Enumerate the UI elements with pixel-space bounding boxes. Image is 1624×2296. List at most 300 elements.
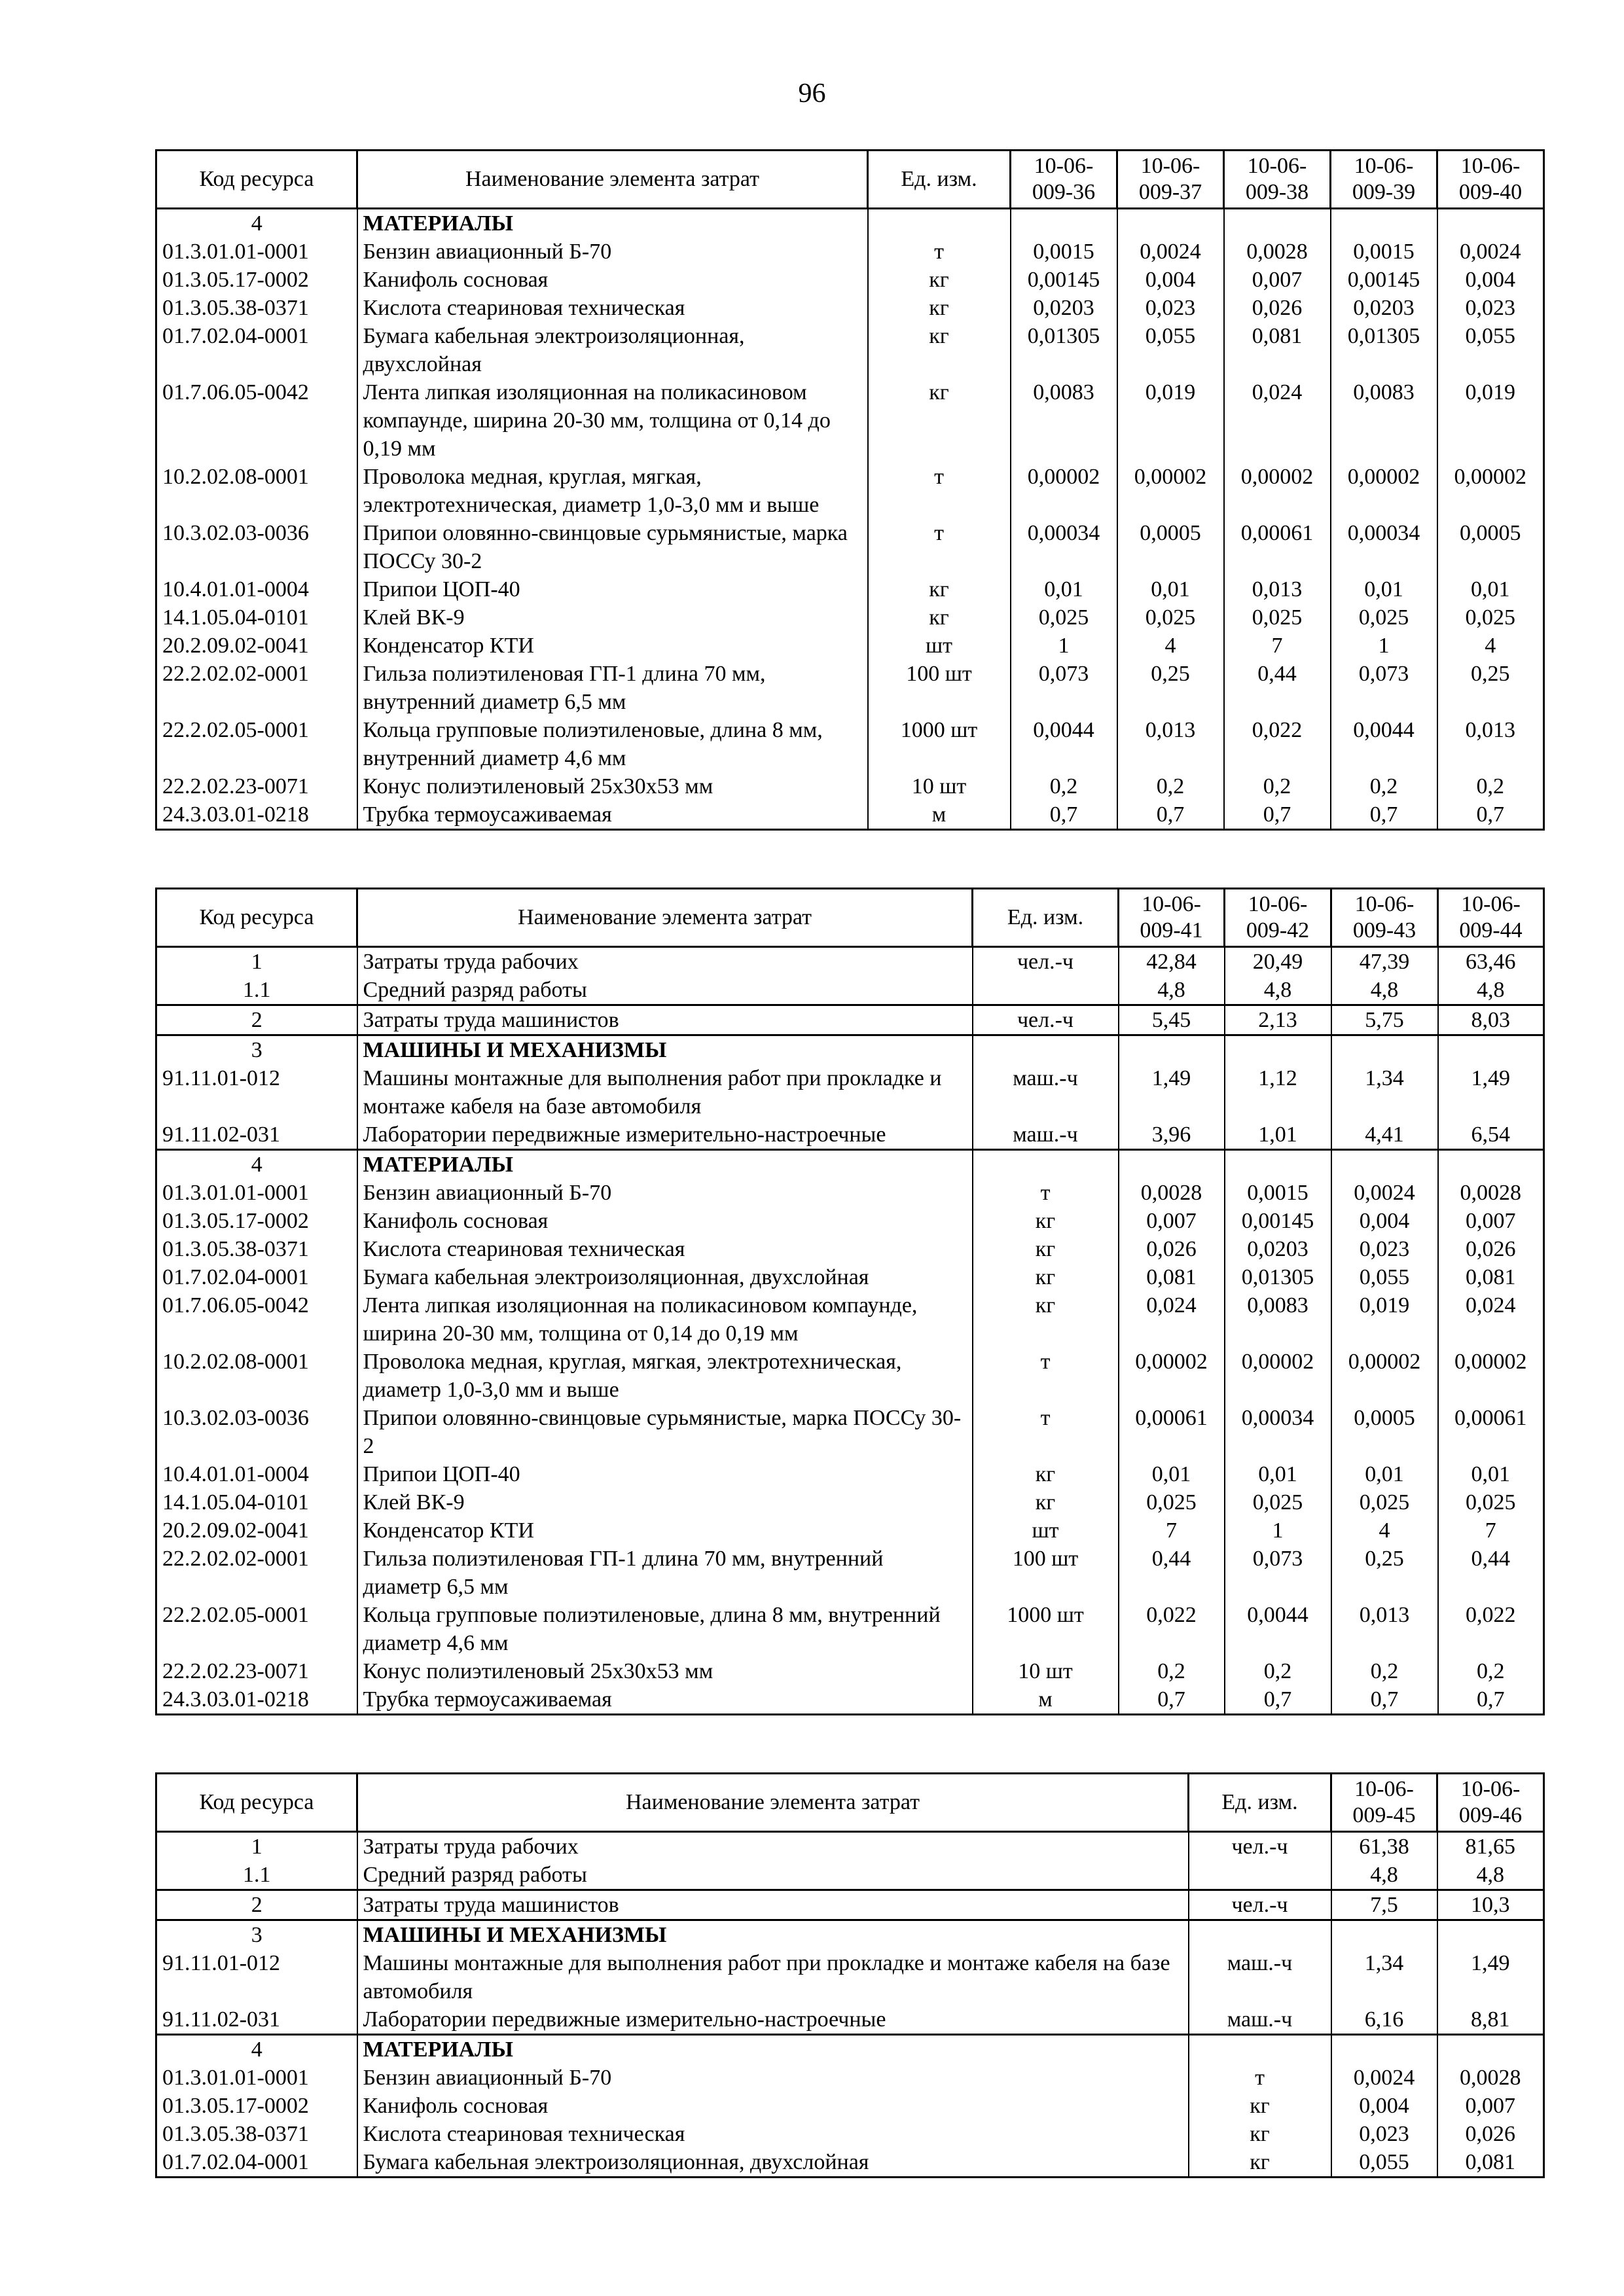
table-row: [156, 1460, 1544, 1488]
norm-value: 0,7: [1437, 800, 1544, 830]
norm-value: 0,019: [1437, 378, 1544, 463]
norm-value: [1225, 1150, 1331, 1179]
column-header: Ед. изм.: [868, 151, 1011, 209]
norm-value: [1011, 209, 1117, 238]
cost-element-name: Проволока медная, круглая, мягкая, электротехническая, диаметр 1,0-3,0 мм и выше: [357, 1348, 973, 1404]
unit-of-measure: кг: [1189, 2092, 1331, 2120]
norm-value: 0,0024: [1331, 1179, 1438, 1207]
column-header: 10-06- 009-46: [1437, 1774, 1544, 1832]
resource-code: 01.3.05.38-0371: [156, 1235, 357, 1263]
cost-element-name: Кислота стеариновая техническая: [357, 2120, 1189, 2148]
resource-code: 01.3.05.17-0002: [156, 266, 357, 294]
section-row: [156, 1035, 1544, 1065]
norm-value: 4: [1331, 1516, 1438, 1545]
cost-element-name: Бумага кабельная электроизоляционная, двухслойная: [357, 2148, 1189, 2178]
cost-element-name: Бумага кабельная электроизоляционная, двухслойная: [357, 322, 868, 378]
norm-value: 0,004: [1437, 266, 1544, 294]
norm-value: 4,8: [1437, 1861, 1544, 1890]
norm-value: 1: [1011, 632, 1117, 660]
cost-element-name: Машины монтажные для выполнения работ при прокладке и монтаже кабеля на базе автомобиля: [357, 1949, 1189, 2005]
resource-code: 01.7.02.04-0001: [156, 2148, 357, 2178]
unit-of-measure: кг: [973, 1460, 1119, 1488]
resource-code: 3: [156, 1920, 357, 1950]
norm-value: 0,2: [1224, 772, 1331, 800]
unit-of-measure: чел.-ч: [973, 947, 1119, 977]
norm-value: 0,026: [1119, 1235, 1225, 1263]
norm-value: 0,007: [1438, 1207, 1544, 1235]
cost-element-name: МАТЕРИАЛЫ: [357, 2035, 1189, 2064]
norm-value: 61,38: [1331, 1832, 1437, 1861]
norm-value: 20,49: [1225, 947, 1331, 977]
norm-value: 0,2: [1225, 1657, 1331, 1685]
norm-value: 4: [1117, 632, 1224, 660]
norm-value: 0,0028: [1437, 2064, 1544, 2092]
table-row: [156, 603, 1544, 632]
resource-code: 22.2.02.05-0001: [156, 716, 357, 772]
section-row: [156, 1890, 1544, 1920]
cost-element-name: Бензин авиационный Б-70: [357, 2064, 1189, 2092]
norm-value: 5,75: [1331, 1005, 1438, 1035]
norm-value: 1,34: [1331, 1949, 1437, 2005]
norm-value: 8,81: [1437, 2005, 1544, 2035]
norm-value: 0,2: [1011, 772, 1117, 800]
norm-value: 0,01: [1331, 1460, 1438, 1488]
table-row: [156, 378, 1544, 463]
cost-element-name: Припои ЦОП-40: [357, 575, 868, 603]
unit-of-measure: [1189, 1861, 1331, 1890]
resource-code: 4: [156, 1150, 357, 1179]
norm-value: 0,25: [1331, 1545, 1438, 1601]
norm-value: 0,00002: [1119, 1348, 1225, 1404]
norm-value: 0,025: [1224, 603, 1331, 632]
norm-value: 0,0024: [1117, 238, 1224, 266]
norm-value: 0,055: [1117, 322, 1224, 378]
norm-value: 0,055: [1331, 1263, 1438, 1291]
unit-of-measure: 10 шт: [973, 1657, 1119, 1685]
norm-value: 0,01: [1119, 1460, 1225, 1488]
resource-table-3: [155, 1772, 1545, 2178]
norm-value: 0,01305: [1331, 322, 1437, 378]
resource-code: 24.3.03.01-0218: [156, 1685, 357, 1715]
resource-code: 4: [156, 209, 357, 238]
norm-value: 81,65: [1437, 1832, 1544, 1861]
cost-element-name: Лаборатории передвижные измерительно-настроечные: [357, 1121, 973, 1150]
resource-code: 01.7.02.04-0001: [156, 1263, 357, 1291]
norm-value: 0,0203: [1011, 294, 1117, 322]
column-header: 10-06- 009-45: [1331, 1774, 1437, 1832]
unit-of-measure: т: [973, 1179, 1119, 1207]
column-header: Ед. изм.: [1189, 1774, 1331, 1832]
unit-of-measure: шт: [973, 1516, 1119, 1545]
cost-element-name: Клей ВК-9: [357, 603, 868, 632]
cost-element-name: Кольца групповые полиэтиленовые, длина 8 мм, внутренний диаметр 4,6 мм: [357, 1601, 973, 1657]
resource-code: 01.3.01.01-0001: [156, 238, 357, 266]
resource-code: 10.2.02.08-0001: [156, 463, 357, 519]
resource-code: 10.3.02.03-0036: [156, 1404, 357, 1460]
table-row: [156, 1263, 1544, 1291]
norm-value: 1,34: [1331, 1064, 1438, 1121]
norm-value: 1,01: [1225, 1121, 1331, 1150]
norm-value: 63,46: [1438, 947, 1544, 977]
unit-of-measure: кг: [973, 1291, 1119, 1348]
norm-value: 6,16: [1331, 2005, 1437, 2035]
resource-code: 10.4.01.01-0004: [156, 1460, 357, 1488]
cost-element-name: Кислота стеариновая техническая: [357, 294, 868, 322]
table-row: [156, 1235, 1544, 1263]
table-row: [156, 1064, 1544, 1121]
resource-code: 10.4.01.01-0004: [156, 575, 357, 603]
cost-element-name: Средний разряд работы: [357, 1861, 1189, 1890]
cost-element-name: Кислота стеариновая техническая: [357, 1235, 973, 1263]
norm-value: [1438, 1150, 1544, 1179]
table-row: [156, 716, 1544, 772]
norm-value: 4,8: [1438, 976, 1544, 1005]
section-row: [156, 1920, 1544, 1950]
column-header: 10-06- 009-41: [1119, 889, 1225, 947]
unit-of-measure: 10 шт: [868, 772, 1011, 800]
cost-element-name: Конус полиэтиленовый 25х30х53 мм: [357, 1657, 973, 1685]
norm-value: 0,022: [1119, 1601, 1225, 1657]
norm-value: 0,00061: [1224, 519, 1331, 575]
norm-value: 0,023: [1331, 1235, 1438, 1263]
unit-of-measure: т: [868, 238, 1011, 266]
cost-element-name: Канифоль сосновая: [357, 266, 868, 294]
resource-code: 20.2.09.02-0041: [156, 632, 357, 660]
norm-value: 1,12: [1225, 1064, 1331, 1121]
norm-value: [1331, 1035, 1438, 1065]
table-row: [156, 976, 1544, 1005]
norm-value: 0,7: [1331, 800, 1437, 830]
table-row: [156, 519, 1544, 575]
norm-value: 7,5: [1331, 1890, 1437, 1920]
table-row: [156, 1404, 1544, 1460]
cost-element-name: Лента липкая изоляционная на поликасиновом компаунде, ширина 20-30 мм, толщина от 0,14 до 0,19 мм: [357, 378, 868, 463]
norm-value: 0,073: [1331, 660, 1437, 716]
norm-value: 0,0015: [1011, 238, 1117, 266]
norm-value: 0,0028: [1224, 238, 1331, 266]
norm-value: 0,7: [1119, 1685, 1225, 1715]
column-header: Наименование элемента затрат: [357, 1774, 1189, 1832]
column-header: Наименование элемента затрат: [357, 889, 973, 947]
norm-value: 0,01: [1438, 1460, 1544, 1488]
norm-value: 0,7: [1438, 1685, 1544, 1715]
unit-of-measure: кг: [1189, 2120, 1331, 2148]
unit-of-measure: кг: [868, 322, 1011, 378]
unit-of-measure: кг: [973, 1207, 1119, 1235]
norm-value: 0,004: [1331, 2092, 1437, 2120]
norm-value: 0,00034: [1225, 1404, 1331, 1460]
norm-value: 6,54: [1438, 1121, 1544, 1150]
unit-of-measure: кг: [868, 575, 1011, 603]
norm-value: 0,023: [1331, 2120, 1437, 2148]
norm-value: 0,0203: [1225, 1235, 1331, 1263]
cost-element-name: Канифоль сосновая: [357, 1207, 973, 1235]
unit-of-measure: [973, 1035, 1119, 1065]
resource-code: 22.2.02.02-0001: [156, 1545, 357, 1601]
cost-element-name: Конденсатор КТИ: [357, 1516, 973, 1545]
table-row: [156, 322, 1544, 378]
norm-value: 0,025: [1011, 603, 1117, 632]
cost-element-name: Кольца групповые полиэтиленовые, длина 8 мм, внутренний диаметр 4,6 мм: [357, 716, 868, 772]
unit-of-measure: [868, 209, 1011, 238]
norm-value: 0,022: [1438, 1601, 1544, 1657]
norm-value: 4,8: [1331, 976, 1438, 1005]
norm-value: 0,2: [1119, 1657, 1225, 1685]
norm-value: 8,03: [1438, 1005, 1544, 1035]
unit-of-measure: кг: [1189, 2148, 1331, 2178]
norm-value: 0,081: [1437, 2148, 1544, 2178]
cost-element-name: Бензин авиационный Б-70: [357, 238, 868, 266]
table-row: [156, 1861, 1544, 1890]
unit-of-measure: 1000 шт: [973, 1601, 1119, 1657]
unit-of-measure: т: [973, 1404, 1119, 1460]
cost-element-name: Припои оловянно-свинцовые сурьмянистые, марка ПОССу 30-2: [357, 519, 868, 575]
norm-value: 0,0028: [1119, 1179, 1225, 1207]
norm-value: 0,025: [1331, 1488, 1438, 1516]
norm-value: 4,8: [1225, 976, 1331, 1005]
resource-code: 01.3.05.17-0002: [156, 2092, 357, 2120]
norm-value: 0,01305: [1225, 1263, 1331, 1291]
column-header: 10-06- 009-42: [1225, 889, 1331, 947]
unit-of-measure: т: [868, 463, 1011, 519]
page-number: 96: [798, 79, 826, 109]
unit-of-measure: кг: [868, 266, 1011, 294]
norm-value: 0,0044: [1331, 716, 1437, 772]
norm-value: 0,01: [1225, 1460, 1331, 1488]
table-row: [156, 632, 1544, 660]
norm-value: [1331, 209, 1437, 238]
norm-value: 0,2: [1331, 772, 1437, 800]
norm-value: [1331, 1150, 1438, 1179]
resource-code: 01.7.06.05-0042: [156, 378, 357, 463]
norm-value: 1,49: [1119, 1064, 1225, 1121]
cost-element-name: Лаборатории передвижные измерительно-настроечные: [357, 2005, 1189, 2035]
table-row: [156, 1657, 1544, 1685]
column-header: Наименование элемента затрат: [357, 151, 868, 209]
norm-value: 4,8: [1331, 1861, 1437, 1890]
norm-value: 0,01: [1011, 575, 1117, 603]
unit-of-measure: чел.-ч: [1189, 1890, 1331, 1920]
norm-value: 0,019: [1331, 1291, 1438, 1348]
unit-of-measure: маш.-ч: [973, 1121, 1119, 1150]
section-row: [156, 209, 1544, 238]
resource-code: 1: [156, 947, 357, 977]
norm-value: 0,2: [1438, 1657, 1544, 1685]
unit-of-measure: т: [973, 1348, 1119, 1404]
norm-value: 0,073: [1225, 1545, 1331, 1601]
norm-value: 0,01: [1437, 575, 1544, 603]
table-row: [156, 1488, 1544, 1516]
norm-value: 0,024: [1224, 378, 1331, 463]
cost-element-name: Проволока медная, круглая, мягкая, электротехническая, диаметр 1,0-3,0 мм и выше: [357, 463, 868, 519]
norm-value: 0,01305: [1011, 322, 1117, 378]
table-row: [156, 2005, 1544, 2035]
norm-value: 0,024: [1119, 1291, 1225, 1348]
norm-value: 0,004: [1117, 266, 1224, 294]
resource-code: 22.2.02.23-0071: [156, 772, 357, 800]
norm-value: 0,00002: [1331, 463, 1437, 519]
resource-code: 22.2.02.05-0001: [156, 1601, 357, 1657]
table-row: [156, 1348, 1544, 1404]
resource-code: 91.11.01-012: [156, 1064, 357, 1121]
norm-value: 2,13: [1225, 1005, 1331, 1035]
unit-of-measure: кг: [973, 1488, 1119, 1516]
norm-value: 0,00034: [1331, 519, 1437, 575]
resource-code: 01.3.01.01-0001: [156, 1179, 357, 1207]
table-row: [156, 1207, 1544, 1235]
unit-of-measure: [1189, 2035, 1331, 2064]
norm-value: 0,00002: [1331, 1348, 1438, 1404]
norm-value: 4,41: [1331, 1121, 1438, 1150]
table-row: [156, 1516, 1544, 1545]
column-header: 10-06- 009-36: [1011, 151, 1117, 209]
cost-element-name: Лента липкая изоляционная на поликасиновом компаунде, ширина 20-30 мм, толщина от 0,14 до 0,19 мм: [357, 1291, 973, 1348]
norm-value: 0,00002: [1225, 1348, 1331, 1404]
resource-code: 22.2.02.23-0071: [156, 1657, 357, 1685]
cost-element-name: Бумага кабельная электроизоляционная, двухслойная: [357, 1263, 973, 1291]
cost-element-name: Гильза полиэтиленовая ГП-1 длина 70 мм, внутренний диаметр 6,5 мм: [357, 1545, 973, 1601]
cost-element-name: Канифоль сосновая: [357, 2092, 1189, 2120]
norm-value: 0,026: [1437, 2120, 1544, 2148]
norm-value: 0,0083: [1225, 1291, 1331, 1348]
norm-value: 0,0024: [1331, 2064, 1437, 2092]
table-row: [156, 463, 1544, 519]
unit-of-measure: маш.-ч: [973, 1064, 1119, 1121]
norm-value: 0,0044: [1225, 1601, 1331, 1657]
norm-value: 0,2: [1331, 1657, 1438, 1685]
resource-code: 91.11.02-031: [156, 2005, 357, 2035]
norm-value: 0,0083: [1331, 378, 1437, 463]
norm-value: 0,013: [1224, 575, 1331, 603]
norm-value: 0,7: [1225, 1685, 1331, 1715]
norm-value: 0,00002: [1011, 463, 1117, 519]
table-row: [156, 1121, 1544, 1150]
resource-code: 14.1.05.04-0101: [156, 1488, 357, 1516]
norm-value: 0,00002: [1224, 463, 1331, 519]
cost-element-name: Трубка термоусаживаемая: [357, 800, 868, 830]
column-header: 10-06- 009-44: [1438, 889, 1544, 947]
section-row: [156, 2035, 1544, 2064]
norm-value: [1331, 2035, 1437, 2064]
norm-value: 0,004: [1331, 1207, 1438, 1235]
norm-value: 0,023: [1117, 294, 1224, 322]
column-header: 10-06- 009-43: [1331, 889, 1438, 947]
table-row: [156, 772, 1544, 800]
unit-of-measure: кг: [973, 1235, 1119, 1263]
column-header: 10-06- 009-40: [1437, 151, 1544, 209]
table-row: [156, 1179, 1544, 1207]
norm-value: [1225, 1035, 1331, 1065]
norm-value: 1,49: [1437, 1949, 1544, 2005]
norm-value: 0,44: [1224, 660, 1331, 716]
norm-value: 0,055: [1437, 322, 1544, 378]
table-row: [156, 660, 1544, 716]
norm-value: 7: [1119, 1516, 1225, 1545]
norm-value: 0,01: [1117, 575, 1224, 603]
unit-of-measure: т: [1189, 2064, 1331, 2092]
unit-of-measure: [1189, 1920, 1331, 1950]
norm-value: [1119, 1150, 1225, 1179]
cost-element-name: Машины монтажные для выполнения работ при прокладке и монтаже кабеля на базе автомобиля: [357, 1064, 973, 1121]
resource-table-2: [155, 888, 1545, 1715]
column-header: Ед. изм.: [973, 889, 1119, 947]
cost-element-name: МАТЕРИАЛЫ: [357, 1150, 973, 1179]
norm-value: 0,026: [1438, 1235, 1544, 1263]
resource-code: 01.3.05.17-0002: [156, 1207, 357, 1235]
norm-value: [1331, 1920, 1437, 1950]
norm-value: 4,8: [1119, 976, 1225, 1005]
section-row: [156, 1005, 1544, 1035]
norm-value: [1437, 1920, 1544, 1950]
unit-of-measure: кг: [868, 378, 1011, 463]
unit-of-measure: кг: [868, 294, 1011, 322]
norm-value: 7: [1438, 1516, 1544, 1545]
cost-element-name: Конденсатор КТИ: [357, 632, 868, 660]
unit-of-measure: т: [868, 519, 1011, 575]
unit-of-measure: маш.-ч: [1189, 2005, 1331, 2035]
resource-code: 1.1: [156, 1861, 357, 1890]
norm-value: 0,00145: [1011, 266, 1117, 294]
norm-value: 0,7: [1331, 1685, 1438, 1715]
norm-value: 0,0083: [1011, 378, 1117, 463]
norm-value: 0,024: [1438, 1291, 1544, 1348]
norm-value: 0,00002: [1437, 463, 1544, 519]
norm-value: 0,013: [1331, 1601, 1438, 1657]
cost-element-name: МАТЕРИАЛЫ: [357, 209, 868, 238]
norm-value: 0,025: [1117, 603, 1224, 632]
column-header: Код ресурса: [156, 151, 357, 209]
norm-value: 4: [1437, 632, 1544, 660]
norm-value: 0,019: [1117, 378, 1224, 463]
norm-value: 7: [1224, 632, 1331, 660]
cost-element-name: Затраты труда рабочих: [357, 1832, 1189, 1861]
norm-value: 0,081: [1438, 1263, 1544, 1291]
resource-code: 1.1: [156, 976, 357, 1005]
norm-value: 0,0015: [1225, 1179, 1331, 1207]
unit-of-measure: кг: [868, 603, 1011, 632]
resource-code: 14.1.05.04-0101: [156, 603, 357, 632]
norm-value: 5,45: [1119, 1005, 1225, 1035]
unit-of-measure: 1000 шт: [868, 716, 1011, 772]
norm-value: 1,49: [1438, 1064, 1544, 1121]
cost-element-name: Трубка термоусаживаемая: [357, 1685, 973, 1715]
norm-value: 47,39: [1331, 947, 1438, 977]
norm-value: 0,0015: [1331, 238, 1437, 266]
cost-element-name: Клей ВК-9: [357, 1488, 973, 1516]
table-row: [156, 575, 1544, 603]
table-row: [156, 1949, 1544, 2005]
cost-element-name: Гильза полиэтиленовая ГП-1 длина 70 мм, внутренний диаметр 6,5 мм: [357, 660, 868, 716]
norm-value: 0,0044: [1011, 716, 1117, 772]
table-header: [156, 1774, 1544, 1832]
norm-value: 0,025: [1119, 1488, 1225, 1516]
norm-value: 0,0005: [1437, 519, 1544, 575]
resource-code: 01.3.05.38-0371: [156, 2120, 357, 2148]
unit-of-measure: чел.-ч: [973, 1005, 1119, 1035]
table-row: [156, 1601, 1544, 1657]
norm-value: 0,00145: [1331, 266, 1437, 294]
norm-value: 0,026: [1224, 294, 1331, 322]
norm-value: 0,44: [1438, 1545, 1544, 1601]
norm-value: 0,25: [1437, 660, 1544, 716]
table-row: [156, 2092, 1544, 2120]
cost-element-name: Затраты труда машинистов: [357, 1890, 1189, 1920]
table-row: [156, 2148, 1544, 2178]
unit-of-measure: [973, 976, 1119, 1005]
resource-code: 01.7.02.04-0001: [156, 322, 357, 378]
resource-code: 3: [156, 1035, 357, 1065]
section-row: [156, 1150, 1544, 1179]
